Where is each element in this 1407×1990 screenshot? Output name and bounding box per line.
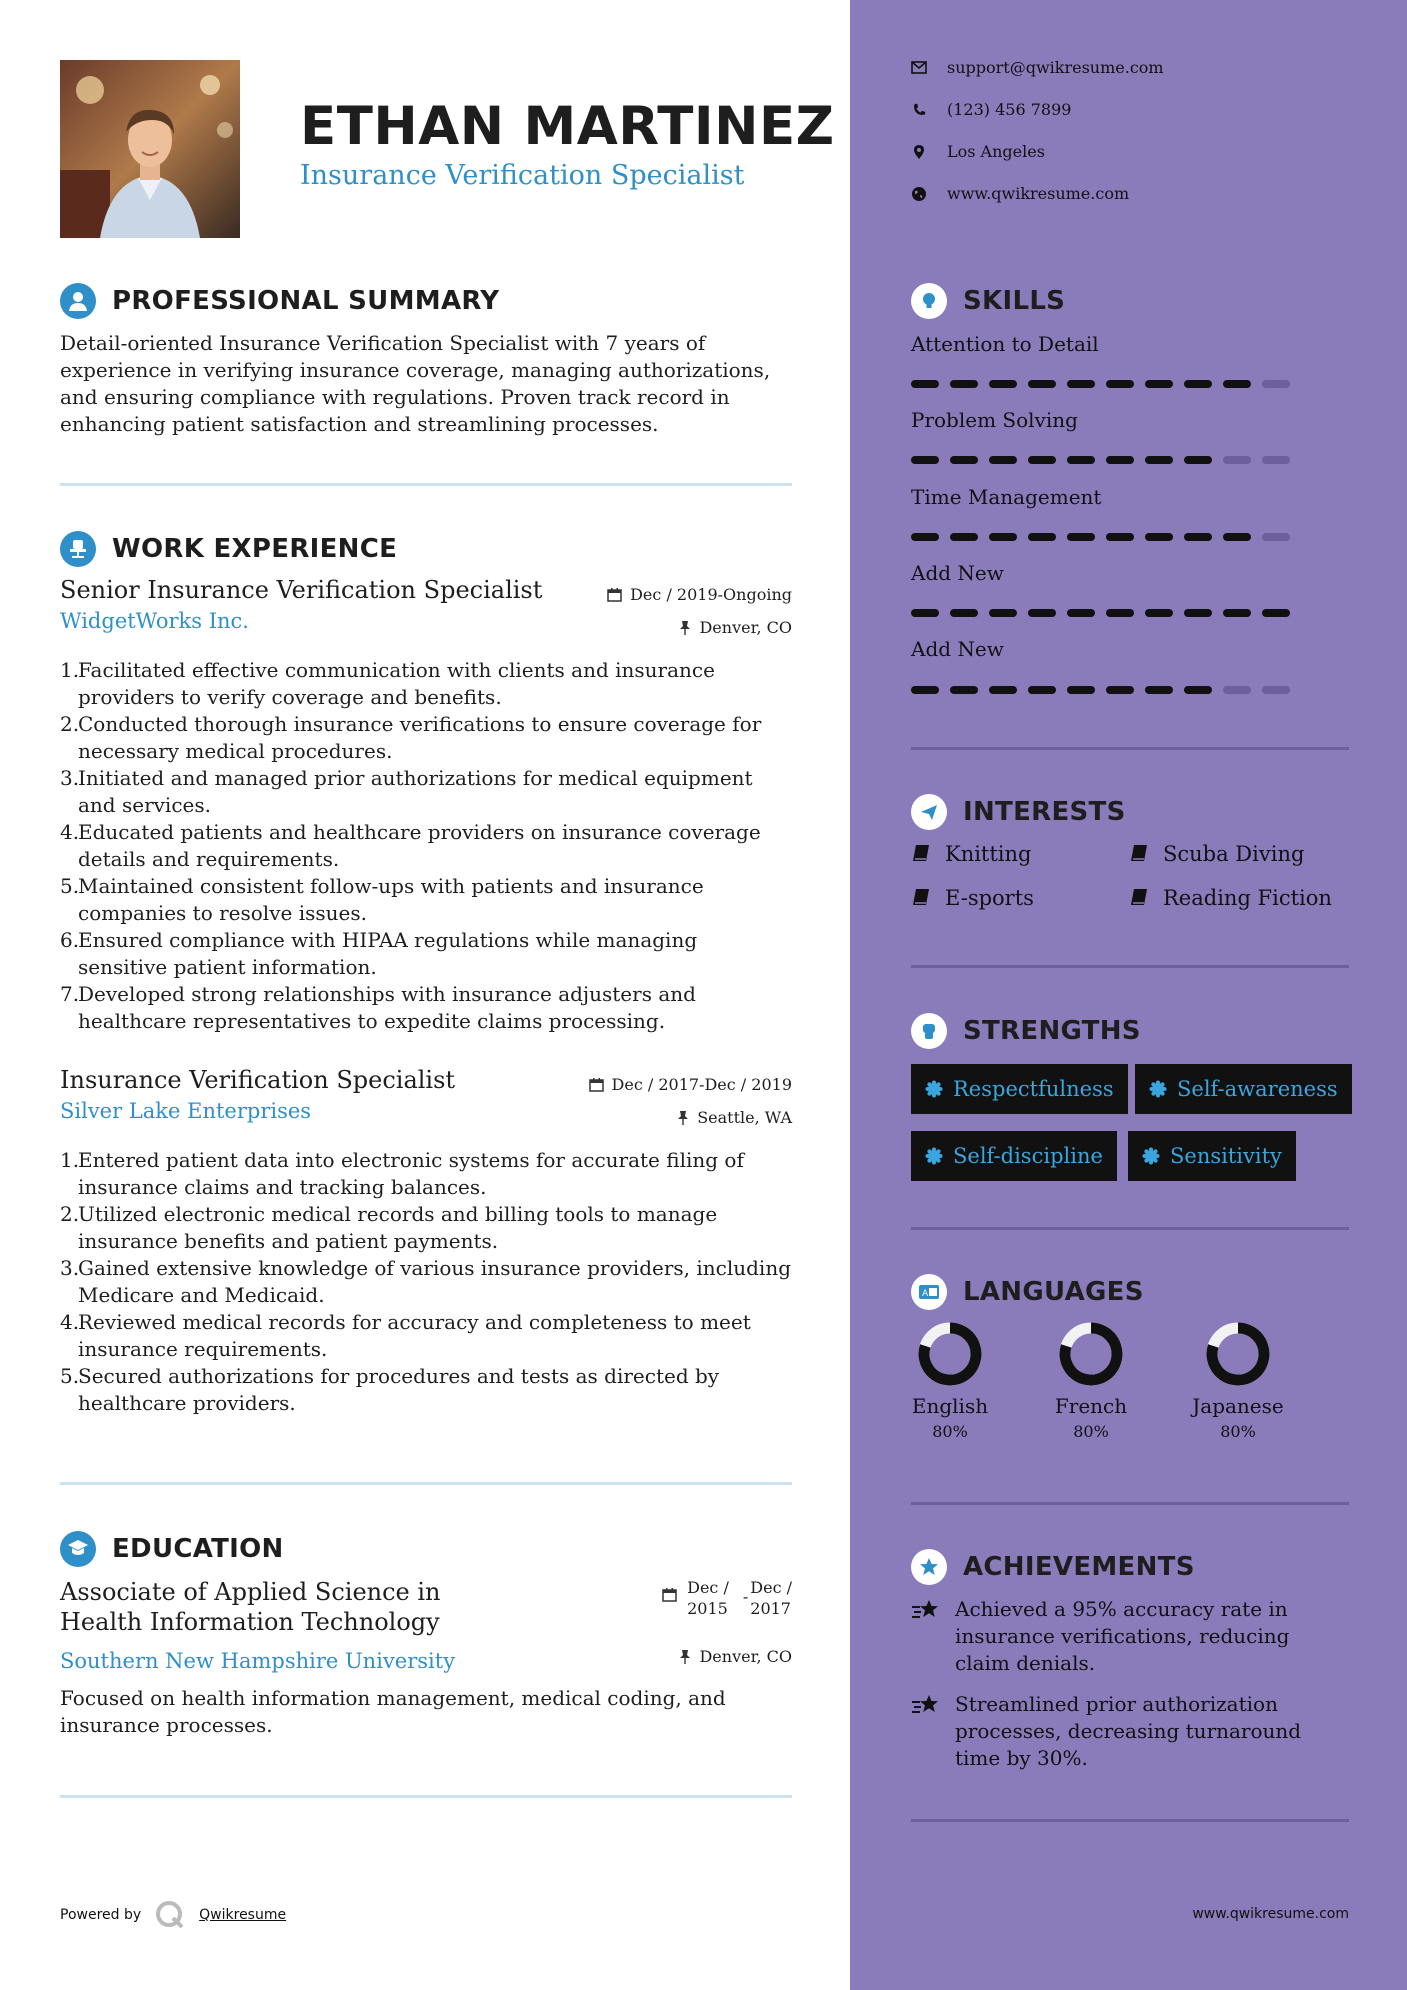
- contact-website[interactable]: www.qwikresume.com: [911, 184, 1129, 203]
- job-title: Senior Insurance Verification Specialist: [60, 576, 543, 604]
- pushpin-icon: [679, 1649, 691, 1664]
- badge-icon: [1149, 1080, 1167, 1098]
- degree-title: Associate of Applied Science in Health Information Technology: [60, 1578, 441, 1636]
- graduation-cap-icon: [60, 1531, 96, 1567]
- skill-dash: [1262, 686, 1290, 694]
- skill-dash: [989, 686, 1017, 694]
- skill-dash: [1184, 533, 1212, 541]
- strength-badge: Self-awareness: [1135, 1064, 1352, 1114]
- skill-dash: [1106, 609, 1134, 617]
- skill-dash: [1184, 380, 1212, 388]
- pushpin-icon: [679, 620, 691, 635]
- badge-icon: [1142, 1147, 1160, 1165]
- skill-level: [911, 380, 1301, 388]
- book-icon: [911, 888, 931, 908]
- divider: [911, 1227, 1349, 1230]
- paper-plane-icon: [911, 794, 947, 830]
- candidate-name: ETHAN MARTINEZ: [300, 96, 835, 157]
- summary-text: Detail-oriented Insurance Verification Specialist with 7 years of experience in verifying insurance coverage, managing authorizations, and ensuring compliance with regulations. Proven track record in enhancing patient satisfaction and streamlining processes.: [60, 331, 771, 436]
- phone-icon: [911, 103, 927, 117]
- interests-heading: INTERESTS: [911, 794, 1126, 830]
- skill-dash: [1184, 686, 1212, 694]
- skill-name: Add New: [911, 637, 1004, 661]
- shooting-star-icon: [911, 1598, 943, 1622]
- strength-badge: Sensitivity: [1128, 1131, 1296, 1181]
- skills-heading: SKILLS: [911, 283, 1065, 319]
- education-heading: EDUCATION: [60, 1531, 284, 1567]
- list-item: 3. Initiated and managed prior authorizations for medical equipment and services.: [60, 766, 753, 817]
- skill-name: Attention to Detail: [911, 332, 1099, 356]
- job-dates: Dec / 2017-Dec / 2019: [589, 1075, 792, 1094]
- divider: [911, 747, 1349, 750]
- skill-dash: [950, 609, 978, 617]
- list-item: 1. Entered patient data into electronic systems for accurate filing of insurance claims and tracking balances.: [60, 1148, 744, 1199]
- achievements-heading: ACHIEVEMENTS: [911, 1549, 1195, 1585]
- education-dates: Dec / 2015 - Dec / 2017: [662, 1577, 792, 1619]
- job-bullets: [60, 1147, 792, 1417]
- skill-dash: [1028, 609, 1056, 617]
- skill-dash: [1223, 456, 1251, 464]
- language-item: English 80%: [895, 1322, 1005, 1441]
- skill-dash: [1223, 380, 1251, 388]
- summary-heading: PROFESSIONAL SUMMARY: [60, 283, 499, 319]
- skill-dash: [989, 609, 1017, 617]
- education-entry: [60, 1577, 792, 1739]
- language-donut: [918, 1322, 982, 1386]
- skill-name: Add New: [911, 561, 1004, 585]
- education-description: Focused on health information management, medical coding, and insurance processes.: [60, 1686, 726, 1737]
- skill-dash: [1145, 533, 1173, 541]
- divider: [60, 1795, 792, 1798]
- list-item: 6. Ensured compliance with HIPAA regulations while managing sensitive patient information.: [60, 928, 698, 979]
- job-location: Seattle, WA: [677, 1108, 792, 1127]
- job-title: Insurance Verification Specialist: [60, 1066, 456, 1094]
- skill-dash: [1145, 456, 1173, 464]
- skill-dash: [1067, 456, 1095, 464]
- badge-icon: [925, 1147, 943, 1165]
- candidate-title: Insurance Verification Specialist: [300, 160, 745, 191]
- divider: [911, 1819, 1349, 1822]
- chair-icon: [60, 531, 96, 567]
- skill-dash: [1223, 533, 1251, 541]
- footer-powered-by: Powered by Qwikresume: [60, 1900, 286, 1930]
- job-entry: [60, 1065, 792, 1417]
- skill-dash: [1262, 609, 1290, 617]
- skill-dash: [989, 380, 1017, 388]
- interest-item: Reading Fiction: [1129, 886, 1332, 910]
- job-company: WidgetWorks Inc.: [60, 609, 249, 633]
- divider: [60, 483, 792, 486]
- skill-dash: [1184, 456, 1212, 464]
- book-icon: [911, 844, 931, 864]
- divider: [60, 1482, 792, 1485]
- pushpin-icon: [677, 1110, 689, 1125]
- skill-dash: [950, 533, 978, 541]
- list-item: 2. Conducted thorough insurance verifications to ensure coverage for necessary medical procedures.: [60, 712, 762, 763]
- skill-dash: [989, 533, 1017, 541]
- book-icon: [1129, 844, 1149, 864]
- divider: [911, 965, 1349, 968]
- skill-dash: [911, 609, 939, 617]
- achievement-item: Achieved a 95% accuracy rate in insurance verifications, reducing claim denials.: [911, 1596, 1311, 1677]
- book-icon: [1129, 888, 1149, 908]
- list-item: 1. Facilitated effective communication with clients and insurance providers to verify coverage and benefits.: [60, 658, 715, 709]
- globe-icon: [911, 186, 927, 202]
- skill-dash: [1106, 380, 1134, 388]
- skill-dash: [1067, 686, 1095, 694]
- skill-dash: [1223, 609, 1251, 617]
- fist-icon: [911, 1013, 947, 1049]
- job-entry: [60, 575, 792, 1035]
- skill-dash: [1262, 533, 1290, 541]
- school-name: Southern New Hampshire University: [60, 1649, 456, 1673]
- divider: [911, 1502, 1349, 1505]
- skill-dash: [1028, 380, 1056, 388]
- language-donut: [1059, 1322, 1123, 1386]
- translate-icon: [911, 1274, 947, 1310]
- experience-heading: WORK EXPERIENCE: [60, 531, 397, 567]
- qwikresume-logo-icon: [155, 1900, 185, 1930]
- contact-email[interactable]: support@qwikresume.com: [911, 58, 1164, 77]
- achievement-item: Streamlined prior authorization processes, decreasing turnaround time by 30%.: [911, 1691, 1311, 1772]
- qwikresume-link[interactable]: Qwikresume: [199, 1907, 287, 1923]
- job-location: Denver, CO: [679, 618, 792, 637]
- calendar-icon: [662, 1587, 677, 1602]
- interest-item: Scuba Diving: [1129, 842, 1304, 866]
- skill-dash: [1028, 456, 1056, 464]
- list-item: 5. Secured authorizations for procedures and tests as directed by healthcare providers.: [60, 1364, 720, 1415]
- skill-dash: [1262, 456, 1290, 464]
- profile-photo: [60, 60, 240, 238]
- list-item: 4. Educated patients and healthcare providers on insurance coverage details and requirements.: [60, 820, 761, 871]
- skill-dash: [1145, 686, 1173, 694]
- interest-item: Knitting: [911, 842, 1032, 866]
- skill-dash: [1145, 380, 1173, 388]
- skill-dash: [911, 456, 939, 464]
- svg-text:A: A: [922, 1289, 929, 1299]
- interest-item: E-sports: [911, 886, 1034, 910]
- shooting-star-icon: [911, 1693, 943, 1717]
- skill-name: Problem Solving: [911, 408, 1078, 432]
- map-pin-icon: [911, 144, 927, 160]
- skill-dash: [1028, 533, 1056, 541]
- strength-badge: Self-discipline: [911, 1131, 1117, 1181]
- skill-dash: [950, 456, 978, 464]
- skill-name: Time Management: [911, 485, 1102, 509]
- skill-level: [911, 533, 1301, 541]
- star-icon: [911, 1549, 947, 1585]
- skill-dash: [911, 533, 939, 541]
- job-dates: Dec / 2019-Ongoing: [607, 585, 792, 604]
- skill-level: [911, 686, 1301, 694]
- skill-dash: [1067, 533, 1095, 541]
- skill-dash: [1223, 686, 1251, 694]
- strengths-heading: STRENGTHS: [911, 1013, 1141, 1049]
- language-item: Japanese 80%: [1183, 1322, 1293, 1441]
- skill-dash: [950, 686, 978, 694]
- skill-dash: [1145, 609, 1173, 617]
- badge-icon: [925, 1080, 943, 1098]
- list-item: 7. Developed strong relationships with insurance adjusters and healthcare representatives to expedite claims processing.: [60, 982, 696, 1033]
- contact-phone[interactable]: (123) 456 7899: [911, 100, 1071, 119]
- skill-dash: [1067, 380, 1095, 388]
- job-company: Silver Lake Enterprises: [60, 1099, 312, 1123]
- calendar-icon: [589, 1077, 604, 1092]
- skill-dash: [1028, 686, 1056, 694]
- skill-dash: [911, 686, 939, 694]
- user-icon: [60, 283, 96, 319]
- list-item: 4. Reviewed medical records for accuracy and completeness to meet insurance requirements.: [60, 1310, 751, 1361]
- skill-dash: [1067, 609, 1095, 617]
- skill-level: [911, 609, 1301, 617]
- list-item: 2. Utilized electronic medical records and billing tools to manage insurance benefits and patient payments.: [60, 1202, 718, 1253]
- skill-level: [911, 456, 1301, 464]
- skill-dash: [1106, 686, 1134, 694]
- skill-dash: [1184, 609, 1212, 617]
- lightbulb-icon: [911, 283, 947, 319]
- language-donut: [1206, 1322, 1270, 1386]
- envelope-icon: [911, 61, 927, 74]
- skill-dash: [1106, 533, 1134, 541]
- calendar-icon: [607, 587, 622, 602]
- skill-dash: [950, 380, 978, 388]
- skill-dash: [1106, 456, 1134, 464]
- list-item: 3. Gained extensive knowledge of various insurance providers, including Medicare and Medicaid.: [60, 1256, 792, 1307]
- list-item: 5. Maintained consistent follow-ups with patients and insurance companies to resolve issues.: [60, 874, 704, 925]
- strength-badge: Respectfulness: [911, 1064, 1128, 1114]
- skill-dash: [1262, 380, 1290, 388]
- language-item: French 80%: [1036, 1322, 1146, 1441]
- skill-dash: [989, 456, 1017, 464]
- footer-website[interactable]: www.qwikresume.com: [1192, 1906, 1349, 1922]
- job-bullets: [60, 657, 792, 1035]
- skill-dash: [911, 380, 939, 388]
- contact-location: Los Angeles: [911, 142, 1045, 161]
- languages-heading: A LANGUAGES: [911, 1274, 1144, 1310]
- education-location: Denver, CO: [679, 1647, 792, 1666]
